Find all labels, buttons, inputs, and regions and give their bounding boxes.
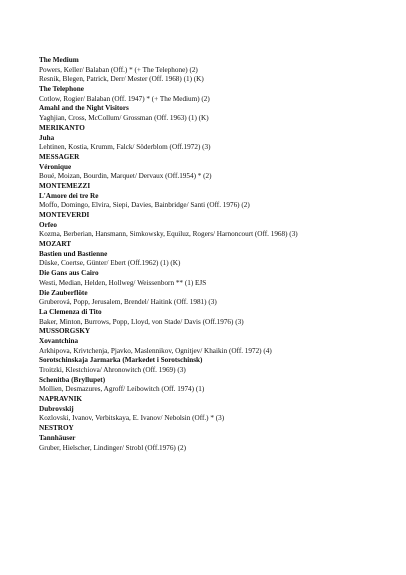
entry-heading: MESSAGER <box>39 152 80 161</box>
document-page <box>39 56 399 453</box>
entry-heading: Bastien und Bastienne <box>39 249 108 258</box>
entry-heading: Die Gans aus Cairo <box>39 269 99 278</box>
entry-recording: Yaghjian, Cross, McCollum/ Grossman (Off. 1963) (1) (K) <box>39 114 209 123</box>
entry-recording: Boué, Moizan, Bourdin, Marquet/ Dervaux (Off.1954) * (2) <box>39 172 212 181</box>
entry-heading: Xovantchina <box>39 336 79 345</box>
entry-heading: Tannhäuser <box>39 433 76 442</box>
entry-recording: Kozlovski, Ivanov, Verbitskaya, E. Ivanov/ Nebolsin (Off.) * (3) <box>39 414 225 423</box>
entry-heading: Juha <box>39 133 55 142</box>
entry-heading: La Clemenza di Tito <box>39 307 102 316</box>
entry-heading: MUSSORGSKY <box>39 327 91 336</box>
entry-recording: Gruberová, Popp, Jerusalem, Brendel/ Haitink (Off. 1981) (3) <box>39 298 217 307</box>
entry-heading: Véronique <box>39 162 72 171</box>
entry-heading: The Medium <box>39 56 79 64</box>
entry-recording: Powers, Keller/ Balaban (Off.) * (+ The Telephone) (2) <box>39 65 198 74</box>
entry-recording: Mollien, Desmazures, Agroff/ Leibowitch (Off. 1974) (1) <box>39 385 205 394</box>
entry-heading: Dubrovskij <box>39 404 74 413</box>
entry-heading: Die Zauberflöte <box>39 288 88 297</box>
entry-recording: Baker, Minton, Burrows, Popp, Lloyd, von Stade/ Davis (Off.1976) (3) <box>39 317 244 326</box>
entry-recording: Troitzki, Klestchiova/ Ahronowitch (Off. 1969) (3) <box>39 366 186 374</box>
entry-heading: MOZART <box>39 240 72 249</box>
entry-heading: MONTEMEZZI <box>39 181 91 190</box>
entry-recording: Düske, Coertse, Günter/ Ebert (Off.1962) (1) (K) <box>39 259 181 268</box>
entry-heading: NESTROY <box>39 424 74 433</box>
entry-recording: Resnik, Blegen, Patrick, Derr/ Mester (Off. 1968) (1) (K) <box>39 75 204 84</box>
entry-heading: Sorotschinskaja Jarmarka (Markedet i Sorotschinsk) <box>39 356 203 365</box>
entry-heading: L'Amore dei tre Re <box>39 191 99 200</box>
entry-heading: Schenitba (Bryllupet) <box>39 375 106 384</box>
entry-heading: Amahl and the Night Visitors <box>39 104 129 113</box>
entry-recording: Cotlow, Rogier/ Balaban (Off. 1947) * (+ The Medium) (2) <box>39 94 210 103</box>
entry-heading: NAPRAVNIK <box>39 395 82 404</box>
entry-heading: MERIKANTO <box>39 123 85 132</box>
entry-heading: MONTEVERDI <box>39 211 90 219</box>
entry-recording: Arkhipova, Krivtchenja, Pjavko, Maslennikov, Ognitjev/ Khaikin (Off. 1972) (4) <box>39 346 272 355</box>
entry-heading: Orfeo <box>39 220 57 229</box>
entry-recording: Lehtinen, Kostia, Krumm, Falck/ Söderblom (Off.1972) (3) <box>39 143 211 152</box>
entry-recording: Gruber, Hielscher, Lindinger/ Strobl (Off.1976) (2) <box>39 443 186 452</box>
entry-heading: The Telephone <box>39 85 84 94</box>
entry-recording: Moffo, Domingo, Elvira, Siepi, Davies, Bainbridge/ Santi (Off. 1976) (2) <box>39 201 250 210</box>
entry-recording: Westi, Median, Helden, Hollweg/ Weissenborn ** (1) EJS <box>39 278 207 287</box>
entry-recording: Kozma, Berberian, Hansmann, Simkowsky, Equiluz, Rogers/ Harnoncourt (Off. 1968) (3) <box>39 230 298 239</box>
